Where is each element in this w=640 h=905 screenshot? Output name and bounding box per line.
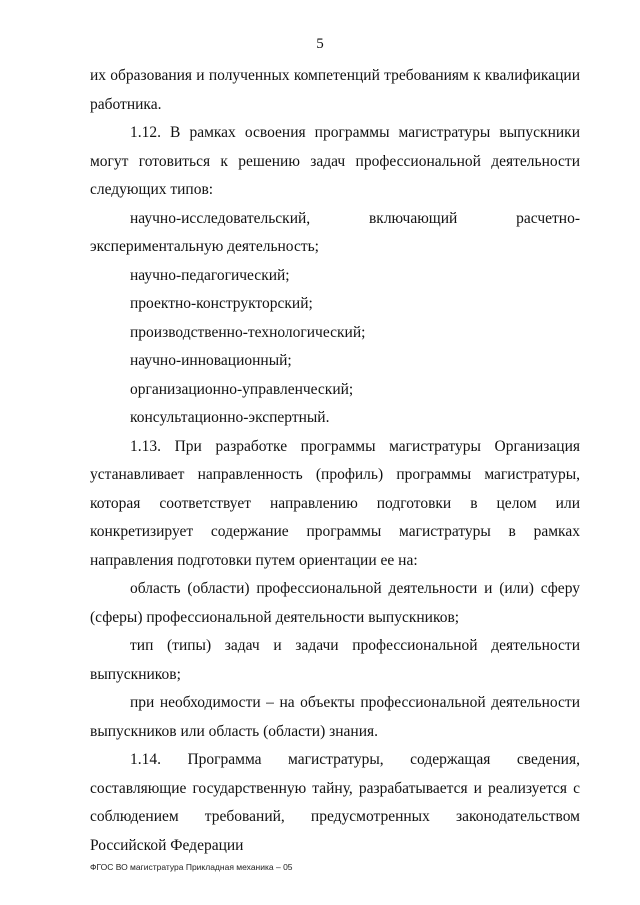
paragraph-1-14: 1.14. Программа магистратуры, содержащая сведения, составляющие государственную тайну, разрабатывается и реализуется с соблюдением требований, предусмотренных законодательством Российской Федерации xyxy=(90,751,580,854)
list-item-consulting: консультационно-экспертный. xyxy=(130,409,330,426)
list-item-area: область (области) профессиональной деятельности и (или) сферу (сферы) профессиональной деятельности выпускников; xyxy=(90,580,580,626)
list-item-innovation: научно-инновационный; xyxy=(130,352,292,369)
list-item-production: производственно-технологический; xyxy=(130,323,366,341)
list-item-research: научно-исследовательский, включающий расчетно-экспериментальную деятельность; xyxy=(90,209,580,255)
document-body xyxy=(90,62,580,860)
document-footer: ФГОС ВО магистратура Прикладная механика – 05 xyxy=(90,862,293,872)
list-item-task-type: тип (типы) задач и задачи профессиональной деятельности выпускников; xyxy=(90,637,580,683)
page-number: 5 xyxy=(316,36,324,52)
list-item-management: организационно-управленческий; xyxy=(130,380,354,398)
paragraph-continuation: их образования и полученных компетенций требованиям к квалификации работника. xyxy=(90,67,580,113)
paragraph-1-13: 1.13. При разработке программы магистратуры Организация устанавливает направленность (профиль) программы магистратуры, которая соответствует направлению подготовки в целом или конкретизирует содержание программы магистратуры в рамках направления подготовки путем ориентации ее на: xyxy=(90,437,580,569)
paragraph-1-12: 1.12. В рамках освоения программы магистратуры выпускники могут готовиться к решению задач профессиональной деятельности следующих типов: xyxy=(90,124,580,198)
list-item-design: проектно-конструкторский; xyxy=(130,295,313,312)
list-item-objects: при необходимости – на объекты профессиональной деятельности выпускников или область (области) знания. xyxy=(90,694,580,740)
list-item-pedagogical: научно-педагогический; xyxy=(130,266,290,284)
